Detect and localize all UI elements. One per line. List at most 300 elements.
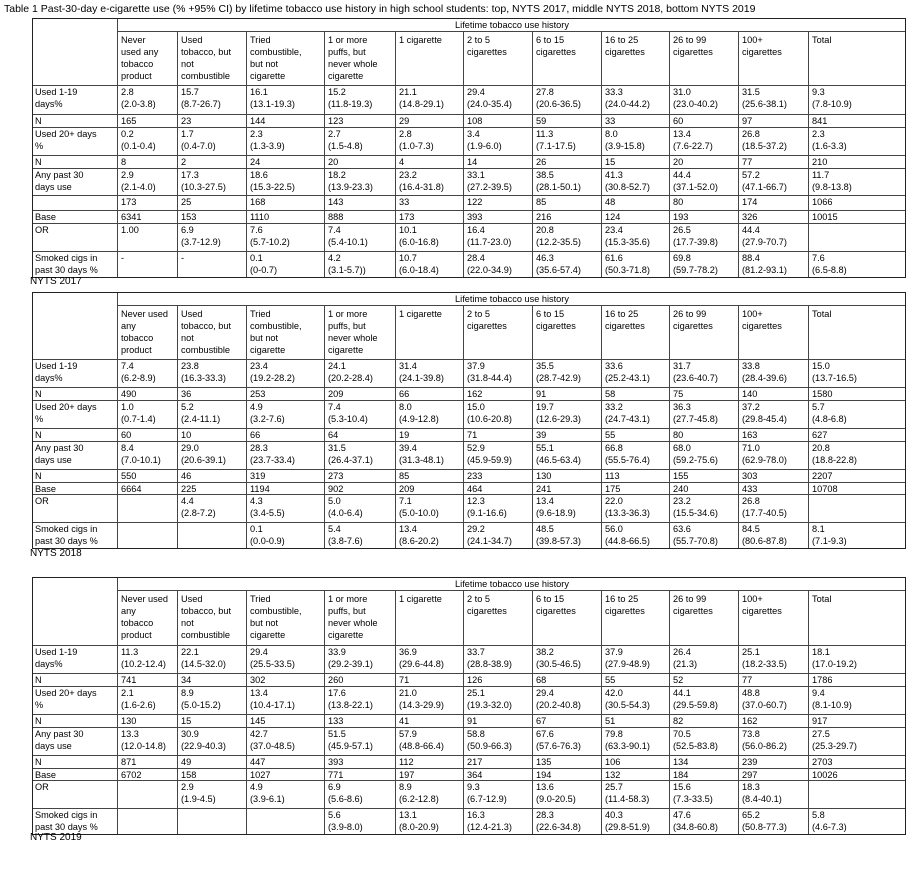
column-header: 26 to 99 cigarettes xyxy=(673,35,713,57)
column-header: 26 to 99 cigarettes xyxy=(673,309,713,331)
table-cell: 41 xyxy=(399,716,410,726)
column-header: 100+ cigarettes xyxy=(742,309,782,331)
row-label: Base xyxy=(35,770,56,780)
survey-year-label: NYTS 2017 xyxy=(30,276,82,287)
column-header: 2 to 5 cigarettes xyxy=(467,594,507,616)
table-cell: 55.1 (46.5-63.4) xyxy=(536,443,581,465)
table-cell: 239 xyxy=(742,757,758,767)
row-label: Base xyxy=(35,484,56,494)
row-label: Used 20+ days % xyxy=(35,688,97,710)
table-cell: 10708 xyxy=(812,484,838,494)
table-cell: 2.9 (2.1-4.0) xyxy=(121,170,156,192)
table-cell: 16.3 (12.4-21.3) xyxy=(467,810,512,832)
table-cell: 140 xyxy=(742,389,758,399)
table-cell: 2.8 (1.0-7.3) xyxy=(399,129,434,151)
table-cell: 233 xyxy=(467,471,483,481)
column-header: 100+ cigarettes xyxy=(742,35,782,57)
table-cell: 48.5 (39.8-57.3) xyxy=(536,524,581,546)
table-cell: 2 xyxy=(181,157,187,167)
column-header: Tried combustible, but not cigarette xyxy=(250,309,302,355)
table-cell: 31.5 (25.6-38.1) xyxy=(742,87,787,109)
row-label: Any past 30 days use xyxy=(35,729,84,751)
table-cell: 26.8 (17.7-40.5) xyxy=(742,496,787,518)
table-cell: 44.4 (27.9-70.7) xyxy=(742,225,787,247)
table-cell: 31.4 (24.1-39.8) xyxy=(399,361,444,383)
table-cell: 55 xyxy=(605,675,616,685)
table-cell: 27.8 (20.6-36.5) xyxy=(536,87,581,109)
table-cell: 217 xyxy=(467,757,483,767)
column-rule xyxy=(324,305,325,548)
row-label: OR xyxy=(35,225,49,235)
column-header: 1 or more puffs, but never whole cigarette xyxy=(328,594,378,640)
table-cell: 48.8 (37.0-60.7) xyxy=(742,688,787,710)
table-cell: 66 xyxy=(250,430,261,440)
column-rule xyxy=(117,19,118,277)
table-cell: 7.4 (5.3-10.4) xyxy=(328,402,368,424)
table-cell: 433 xyxy=(742,484,758,494)
table-cell: 5.2 (2.4-11.1) xyxy=(181,402,221,424)
table-cell: 49 xyxy=(181,757,192,767)
column-rule xyxy=(669,590,670,834)
column-header: 2 to 5 cigarettes xyxy=(467,309,507,331)
table-cell: 23.4 (19.2-28.2) xyxy=(250,361,295,383)
column-rule xyxy=(601,305,602,548)
table-cell: 193 xyxy=(673,212,689,222)
table-cell: 9.4 (8.1-10.9) xyxy=(812,688,852,710)
table-cell: 23.2 (15.5-34.6) xyxy=(673,496,718,518)
table-cell: 97 xyxy=(742,116,753,126)
table-cell: 241 xyxy=(536,484,552,494)
group-header: Lifetime tobacco use history xyxy=(455,294,569,304)
table-cell: 8.4 (7.0-10.1) xyxy=(121,443,161,465)
column-rule xyxy=(601,590,602,834)
table-cell: 33 xyxy=(605,116,616,126)
table-cell: 33.6 (25.2-43.1) xyxy=(605,361,650,383)
table-cell: 2.9 (1.9-4.5) xyxy=(181,782,216,804)
table-cell: 4.9 (3.9-6.1) xyxy=(250,782,285,804)
table-cell: 197 xyxy=(399,770,415,780)
table-cell: 12.3 (9.1-16.6) xyxy=(467,496,507,518)
row-label: N xyxy=(35,157,42,167)
table-cell: 22.1 (14.5-32.0) xyxy=(181,647,226,669)
table-cell: 35.5 (28.7-42.9) xyxy=(536,361,581,383)
table-cell: 71.0 (62.9-78.0) xyxy=(742,443,787,465)
row-label: N xyxy=(35,675,42,685)
table-cell: 58.8 (50.9-66.3) xyxy=(467,729,512,751)
table-cell: 91 xyxy=(467,716,478,726)
table-cell: 2703 xyxy=(812,757,833,767)
table-cell: 143 xyxy=(328,197,344,207)
table-cell: 4.3 (3.4-5.5) xyxy=(250,496,285,518)
table-cell: 33.3 (24.0-44.2) xyxy=(605,87,650,109)
table-cell: 8.0 (3.9-15.8) xyxy=(605,129,645,151)
table-cell: 26.4 (21.3) xyxy=(673,647,698,669)
table-cell: 133 xyxy=(328,716,344,726)
table-cell: 58 xyxy=(605,389,616,399)
column-header: 1 or more puffs, but never whole cigarette xyxy=(328,309,378,355)
column-header: 1 or more puffs, but never whole cigarette xyxy=(328,35,378,81)
table-cell: 23.2 (16.4-31.8) xyxy=(399,170,444,192)
table-cell: 71 xyxy=(467,430,478,440)
table-cell: 10 xyxy=(181,430,192,440)
table-cell: 15 xyxy=(605,157,616,167)
table-cell: 64 xyxy=(328,430,339,440)
table-cell: 8.1 (7.1-9.3) xyxy=(812,524,847,546)
column-header: Tried combustible, but not cigarette xyxy=(250,594,302,640)
table-cell: 85 xyxy=(536,197,547,207)
column-rule xyxy=(177,305,178,548)
table-cell: 1110 xyxy=(250,212,270,222)
column-rule xyxy=(808,305,809,548)
table-cell: 23.8 (16.3-33.3) xyxy=(181,361,226,383)
table-cell: 29.2 (24.1-34.7) xyxy=(467,524,512,546)
table-cell: 1.00 xyxy=(121,225,139,235)
table-cell: 124 xyxy=(605,212,621,222)
table-cell: 33.1 (27.2-39.5) xyxy=(467,170,512,192)
table-cell: 13.3 (12.0-14.8) xyxy=(121,729,166,751)
table-cell: 6702 xyxy=(121,770,142,780)
table-cell: 40.3 (29.8-51.9) xyxy=(605,810,650,832)
table-cell: 7.1 (5.0-10.0) xyxy=(399,496,439,518)
table-cell: 47.6 (34.8-60.8) xyxy=(673,810,718,832)
table-cell: 82 xyxy=(673,716,684,726)
table-cell: 902 xyxy=(328,484,344,494)
table-cell: 490 xyxy=(121,389,137,399)
table-cell: 8.0 (4.9-12.8) xyxy=(399,402,439,424)
table-cell: 28.3 (23.7-33.4) xyxy=(250,443,295,465)
table-cell: 225 xyxy=(181,484,197,494)
table-cell: 17.6 (13.8-22.1) xyxy=(328,688,373,710)
table-cell: 29.4 (20.2-40.8) xyxy=(536,688,581,710)
column-header: Total xyxy=(812,309,832,319)
table-cell: 48 xyxy=(605,197,616,207)
table-cell: 31.5 (26.4-37.1) xyxy=(328,443,373,465)
table-cell: 88.4 (81.2-93.1) xyxy=(742,253,787,275)
table-cell: 33.9 (29.2-39.1) xyxy=(328,647,373,669)
table-cell: 85 xyxy=(399,471,410,481)
table-cell: 1.0 (0.7-1.4) xyxy=(121,402,156,424)
table-cell: 14 xyxy=(467,157,478,167)
table-cell: 66.8 (55.5-76.4) xyxy=(605,443,650,465)
table-cell: 145 xyxy=(250,716,266,726)
table-cell: 144 xyxy=(250,116,266,126)
column-header: 6 to 15 cigarettes xyxy=(536,35,576,57)
table-cell: 122 xyxy=(467,197,483,207)
table-cell: 68.0 (59.2-75.6) xyxy=(673,443,718,465)
table-cell: 6664 xyxy=(121,484,142,494)
table-cell: 20 xyxy=(328,157,339,167)
table-cell: 75 xyxy=(673,389,684,399)
table-cell: 31.0 (23.0-40.2) xyxy=(673,87,718,109)
table-cell: 326 xyxy=(742,212,758,222)
table-cell: 33.7 (28.8-38.9) xyxy=(467,647,512,669)
column-rule xyxy=(395,31,396,277)
table-cell: 11.3 (10.2-12.4) xyxy=(121,647,166,669)
column-rule xyxy=(177,31,178,277)
table-cell: 25.1 (18.2-33.5) xyxy=(742,647,787,669)
table-cell: 464 xyxy=(467,484,483,494)
table-cell: 36 xyxy=(181,389,192,399)
column-header: 100+ cigarettes xyxy=(742,594,782,616)
table-cell: 57.2 (47.1-66.7) xyxy=(742,170,787,192)
table-cell: 888 xyxy=(328,212,344,222)
table-cell: 11.7 (9.8-13.8) xyxy=(812,170,852,192)
column-rule xyxy=(324,590,325,834)
table-cell: 6.9 (3.7-12.9) xyxy=(181,225,221,247)
table-cell: 2.7 (1.5-4.8) xyxy=(328,129,363,151)
table-cell: 16.4 (11.7-23.0) xyxy=(467,225,512,247)
table-cell: 8.9 (6.2-12.8) xyxy=(399,782,439,804)
table-cell: 36.3 (27.7-45.8) xyxy=(673,402,718,424)
row-label: N xyxy=(35,716,42,726)
table-cell: 46 xyxy=(181,471,192,481)
table-cell: 132 xyxy=(605,770,621,780)
table-cell: 39.4 (31.3-48.1) xyxy=(399,443,444,465)
table-cell: - xyxy=(121,253,125,263)
table-cell: 1.7 (0.4-7.0) xyxy=(181,129,216,151)
table-cell: 20.8 (12.2-35.5) xyxy=(536,225,581,247)
table-cell: 5.4 (3.8-7.6) xyxy=(328,524,363,546)
table-cell: 26.5 (17.7-39.8) xyxy=(673,225,718,247)
table-cell: 33.2 (24.7-43.1) xyxy=(605,402,650,424)
table-cell: 319 xyxy=(250,471,266,481)
table-cell: 60 xyxy=(121,430,132,440)
table-cell: 28.3 (22.6-34.8) xyxy=(536,810,581,832)
table-cell: 69.8 (59.7-78.2) xyxy=(673,253,718,275)
table-cell: 8.9 (5.0-15.2) xyxy=(181,688,221,710)
table-cell: 15 xyxy=(181,716,192,726)
table-cell: 0.1 (0.0-0.9) xyxy=(250,524,285,546)
row-label: Smoked cigs in past 30 days % xyxy=(35,524,98,546)
table-cell: 0.2 (0.1-0.4) xyxy=(121,129,156,151)
column-rule xyxy=(463,305,464,548)
table-cell: 15.0 (10.6-20.8) xyxy=(467,402,512,424)
table-cell: 67 xyxy=(536,716,547,726)
table-cell: 7.6 (5.7-10.2) xyxy=(250,225,290,247)
group-header-rule xyxy=(117,305,905,306)
table-cell: 18.1 (17.0-19.2) xyxy=(812,647,857,669)
table-cell: 18.3 (8.4-40.1) xyxy=(742,782,782,804)
table-cell: 2.3 (1.6-3.3) xyxy=(812,129,847,151)
table-cell: 46.3 (35.6-57.4) xyxy=(536,253,581,275)
table-cell: 22.0 (13.3-36.3) xyxy=(605,496,650,518)
column-header: 2 to 5 cigarettes xyxy=(467,35,507,57)
table-cell: 51.5 (45.9-57.1) xyxy=(328,729,373,751)
column-header: Tried combustible, but not cigarette xyxy=(250,35,302,81)
table-cell: 209 xyxy=(328,389,344,399)
table-cell: 303 xyxy=(742,471,758,481)
column-header: 1 cigarette xyxy=(399,594,442,604)
table-cell: 61.6 (50.3-71.8) xyxy=(605,253,650,275)
column-rule xyxy=(808,590,809,834)
table-cell: 162 xyxy=(742,716,758,726)
column-header: 16 to 25 cigarettes xyxy=(605,309,645,331)
data-table-3 xyxy=(32,577,906,835)
column-rule xyxy=(117,578,118,834)
table-cell: 68 xyxy=(536,675,547,685)
column-header: 6 to 15 cigarettes xyxy=(536,309,576,331)
table-cell: 162 xyxy=(467,389,483,399)
table-cell: 0.1 (0-0.7) xyxy=(250,253,278,275)
row-label: Any past 30 days use xyxy=(35,170,84,192)
column-header: Never used any tobacco product xyxy=(121,35,159,81)
table-cell: 6341 xyxy=(121,212,142,222)
column-header: Used tobacco, but not combustible xyxy=(181,35,232,81)
table-cell: 24 xyxy=(250,157,261,167)
table-cell: 38.5 (28.1-50.1) xyxy=(536,170,581,192)
table-cell: 2.3 (1.3-3.9) xyxy=(250,129,285,151)
table-cell: 158 xyxy=(181,770,197,780)
table-cell: 13.4 (8.6-20.2) xyxy=(399,524,439,546)
table-cell: 25 xyxy=(181,197,192,207)
table-cell: 52.9 (45.9-59.9) xyxy=(467,443,512,465)
table-cell: 10015 xyxy=(812,212,838,222)
column-header: Never used any tobacco product xyxy=(121,309,168,355)
table-cell: 51 xyxy=(605,716,616,726)
table-cell: 19.7 (12.6-29.3) xyxy=(536,402,581,424)
table-cell: 7.4 (5.4-10.1) xyxy=(328,225,368,247)
table-cell: 1194 xyxy=(250,484,270,494)
table-cell: 253 xyxy=(250,389,266,399)
table-cell: 135 xyxy=(536,757,552,767)
group-header: Lifetime tobacco use history xyxy=(455,20,569,30)
table-cell: 5.6 (3.9-8.0) xyxy=(328,810,363,832)
table-cell: 23.4 (15.3-35.6) xyxy=(605,225,650,247)
table-cell: 38.2 (30.5-46.5) xyxy=(536,647,581,669)
column-rule xyxy=(532,31,533,277)
table-cell: 5.7 (4.8-6.8) xyxy=(812,402,847,424)
table-cell: 871 xyxy=(121,757,137,767)
table-cell: 30.9 (22.9-40.3) xyxy=(181,729,226,751)
table-cell: 13.4 (7.6-22.7) xyxy=(673,129,713,151)
table-cell: 37.9 (31.8-44.4) xyxy=(467,361,512,383)
row-label: Base xyxy=(35,212,56,222)
table-cell: 917 xyxy=(812,716,828,726)
column-rule xyxy=(395,590,396,834)
table-cell: 15.0 (13.7-16.5) xyxy=(812,361,857,383)
table-cell: 106 xyxy=(605,757,621,767)
table-cell: 194 xyxy=(536,770,552,780)
table-cell: 7.6 (6.5-8.8) xyxy=(812,253,847,275)
column-rule xyxy=(324,31,325,277)
table-cell: 9.3 (6.7-12.9) xyxy=(467,782,507,804)
table-cell: 13.1 (8.0-20.9) xyxy=(399,810,439,832)
table-cell: 741 xyxy=(121,675,137,685)
table-cell: 273 xyxy=(328,471,344,481)
column-header: 1 cigarette xyxy=(399,35,442,45)
table-cell: 52 xyxy=(673,675,684,685)
table-cell: 447 xyxy=(250,757,266,767)
table-cell: 18.2 (13.9-23.3) xyxy=(328,170,373,192)
column-rule xyxy=(808,31,809,277)
table-cell: 184 xyxy=(673,770,689,780)
row-label: N xyxy=(35,757,42,767)
column-header: Total xyxy=(812,594,832,604)
table-cell: 173 xyxy=(121,197,137,207)
table-cell: 3.4 (1.9-6.0) xyxy=(467,129,502,151)
table-cell: 302 xyxy=(250,675,266,685)
table-cell: 59 xyxy=(536,116,547,126)
table-cell: 113 xyxy=(605,471,620,481)
table-cell: 37.2 (29.8-45.4) xyxy=(742,402,787,424)
table-cell: 393 xyxy=(328,757,344,767)
table-cell: 44.1 (29.5-59.8) xyxy=(673,688,718,710)
table-cell: 77 xyxy=(742,157,753,167)
column-rule xyxy=(117,293,118,548)
table-cell: 10026 xyxy=(812,770,838,780)
column-header: Used tobacco, but not combustible xyxy=(181,309,232,355)
column-header: 6 to 15 cigarettes xyxy=(536,594,576,616)
column-rule xyxy=(669,31,670,277)
table-cell: 210 xyxy=(812,157,828,167)
table-cell: 364 xyxy=(467,770,483,780)
row-label: Used 1-19 days% xyxy=(35,361,78,383)
table-cell: 21.0 (14.3-29.9) xyxy=(399,688,444,710)
table-cell: 8 xyxy=(121,157,127,167)
table-cell: 163 xyxy=(742,430,758,440)
table-cell: 41.3 (30.8-52.7) xyxy=(605,170,650,192)
table-cell: 33 xyxy=(399,197,410,207)
column-rule xyxy=(177,590,178,834)
table-cell: 841 xyxy=(812,116,828,126)
column-rule xyxy=(601,31,602,277)
table-cell: 25.7 (11.4-58.3) xyxy=(605,782,650,804)
data-table-1 xyxy=(32,18,906,278)
table-cell: 216 xyxy=(536,212,552,222)
table-cell: 15.2 (11.8-19.3) xyxy=(328,87,373,109)
table-cell: 26.8 (18.5-37.2) xyxy=(742,129,787,151)
table-cell: 13.4 (9.6-18.9) xyxy=(536,496,576,518)
table-cell: 13.4 (10.4-17.1) xyxy=(250,688,295,710)
column-rule xyxy=(738,590,739,834)
table-cell: 168 xyxy=(250,197,266,207)
table-cell: 18.6 (15.3-22.5) xyxy=(250,170,295,192)
table-cell: 26 xyxy=(536,157,547,167)
table-cell: 13.6 (9.0-20.5) xyxy=(536,782,576,804)
table-cell: 130 xyxy=(121,716,137,726)
column-header: 1 cigarette xyxy=(399,309,442,319)
table-cell: 240 xyxy=(673,484,689,494)
row-label: Used 1-19 days% xyxy=(35,647,78,669)
column-rule xyxy=(738,305,739,548)
row-label: Used 1-19 days% xyxy=(35,87,78,109)
table-cell: 10.7 (6.0-18.4) xyxy=(399,253,439,275)
column-rule xyxy=(669,305,670,548)
table-cell: 70.5 (52.5-83.8) xyxy=(673,729,718,751)
table-cell: 6.9 (5.6-8.6) xyxy=(328,782,363,804)
table-cell: 77 xyxy=(742,675,753,685)
table-cell: 39 xyxy=(536,430,547,440)
row-label: Any past 30 days use xyxy=(35,443,84,465)
row-label: OR xyxy=(35,782,49,792)
table-cell: 31.7 (23.6-40.7) xyxy=(673,361,718,383)
table-cell: 24.1 (20.2-28.4) xyxy=(328,361,373,383)
table-cell: 15.6 (7.3-33.5) xyxy=(673,782,713,804)
table-cell: 29.4 (25.5-33.5) xyxy=(250,647,295,669)
table-cell: 5.8 (4.6-7.3) xyxy=(812,810,847,832)
table-cell: 65.2 (50.8-77.3) xyxy=(742,810,787,832)
table-cell: 130 xyxy=(536,471,552,481)
table-cell: 29.0 (20.6-39.1) xyxy=(181,443,226,465)
table-cell: 108 xyxy=(467,116,483,126)
table-cell: - xyxy=(181,253,185,263)
table-cell: 23 xyxy=(181,116,192,126)
row-label: Smoked cigs in past 30 days % xyxy=(35,253,98,275)
column-rule xyxy=(532,305,533,548)
data-table-2 xyxy=(32,292,906,549)
table-cell: 134 xyxy=(673,757,689,767)
table-cell: 16.1 (13.1-19.3) xyxy=(250,87,295,109)
